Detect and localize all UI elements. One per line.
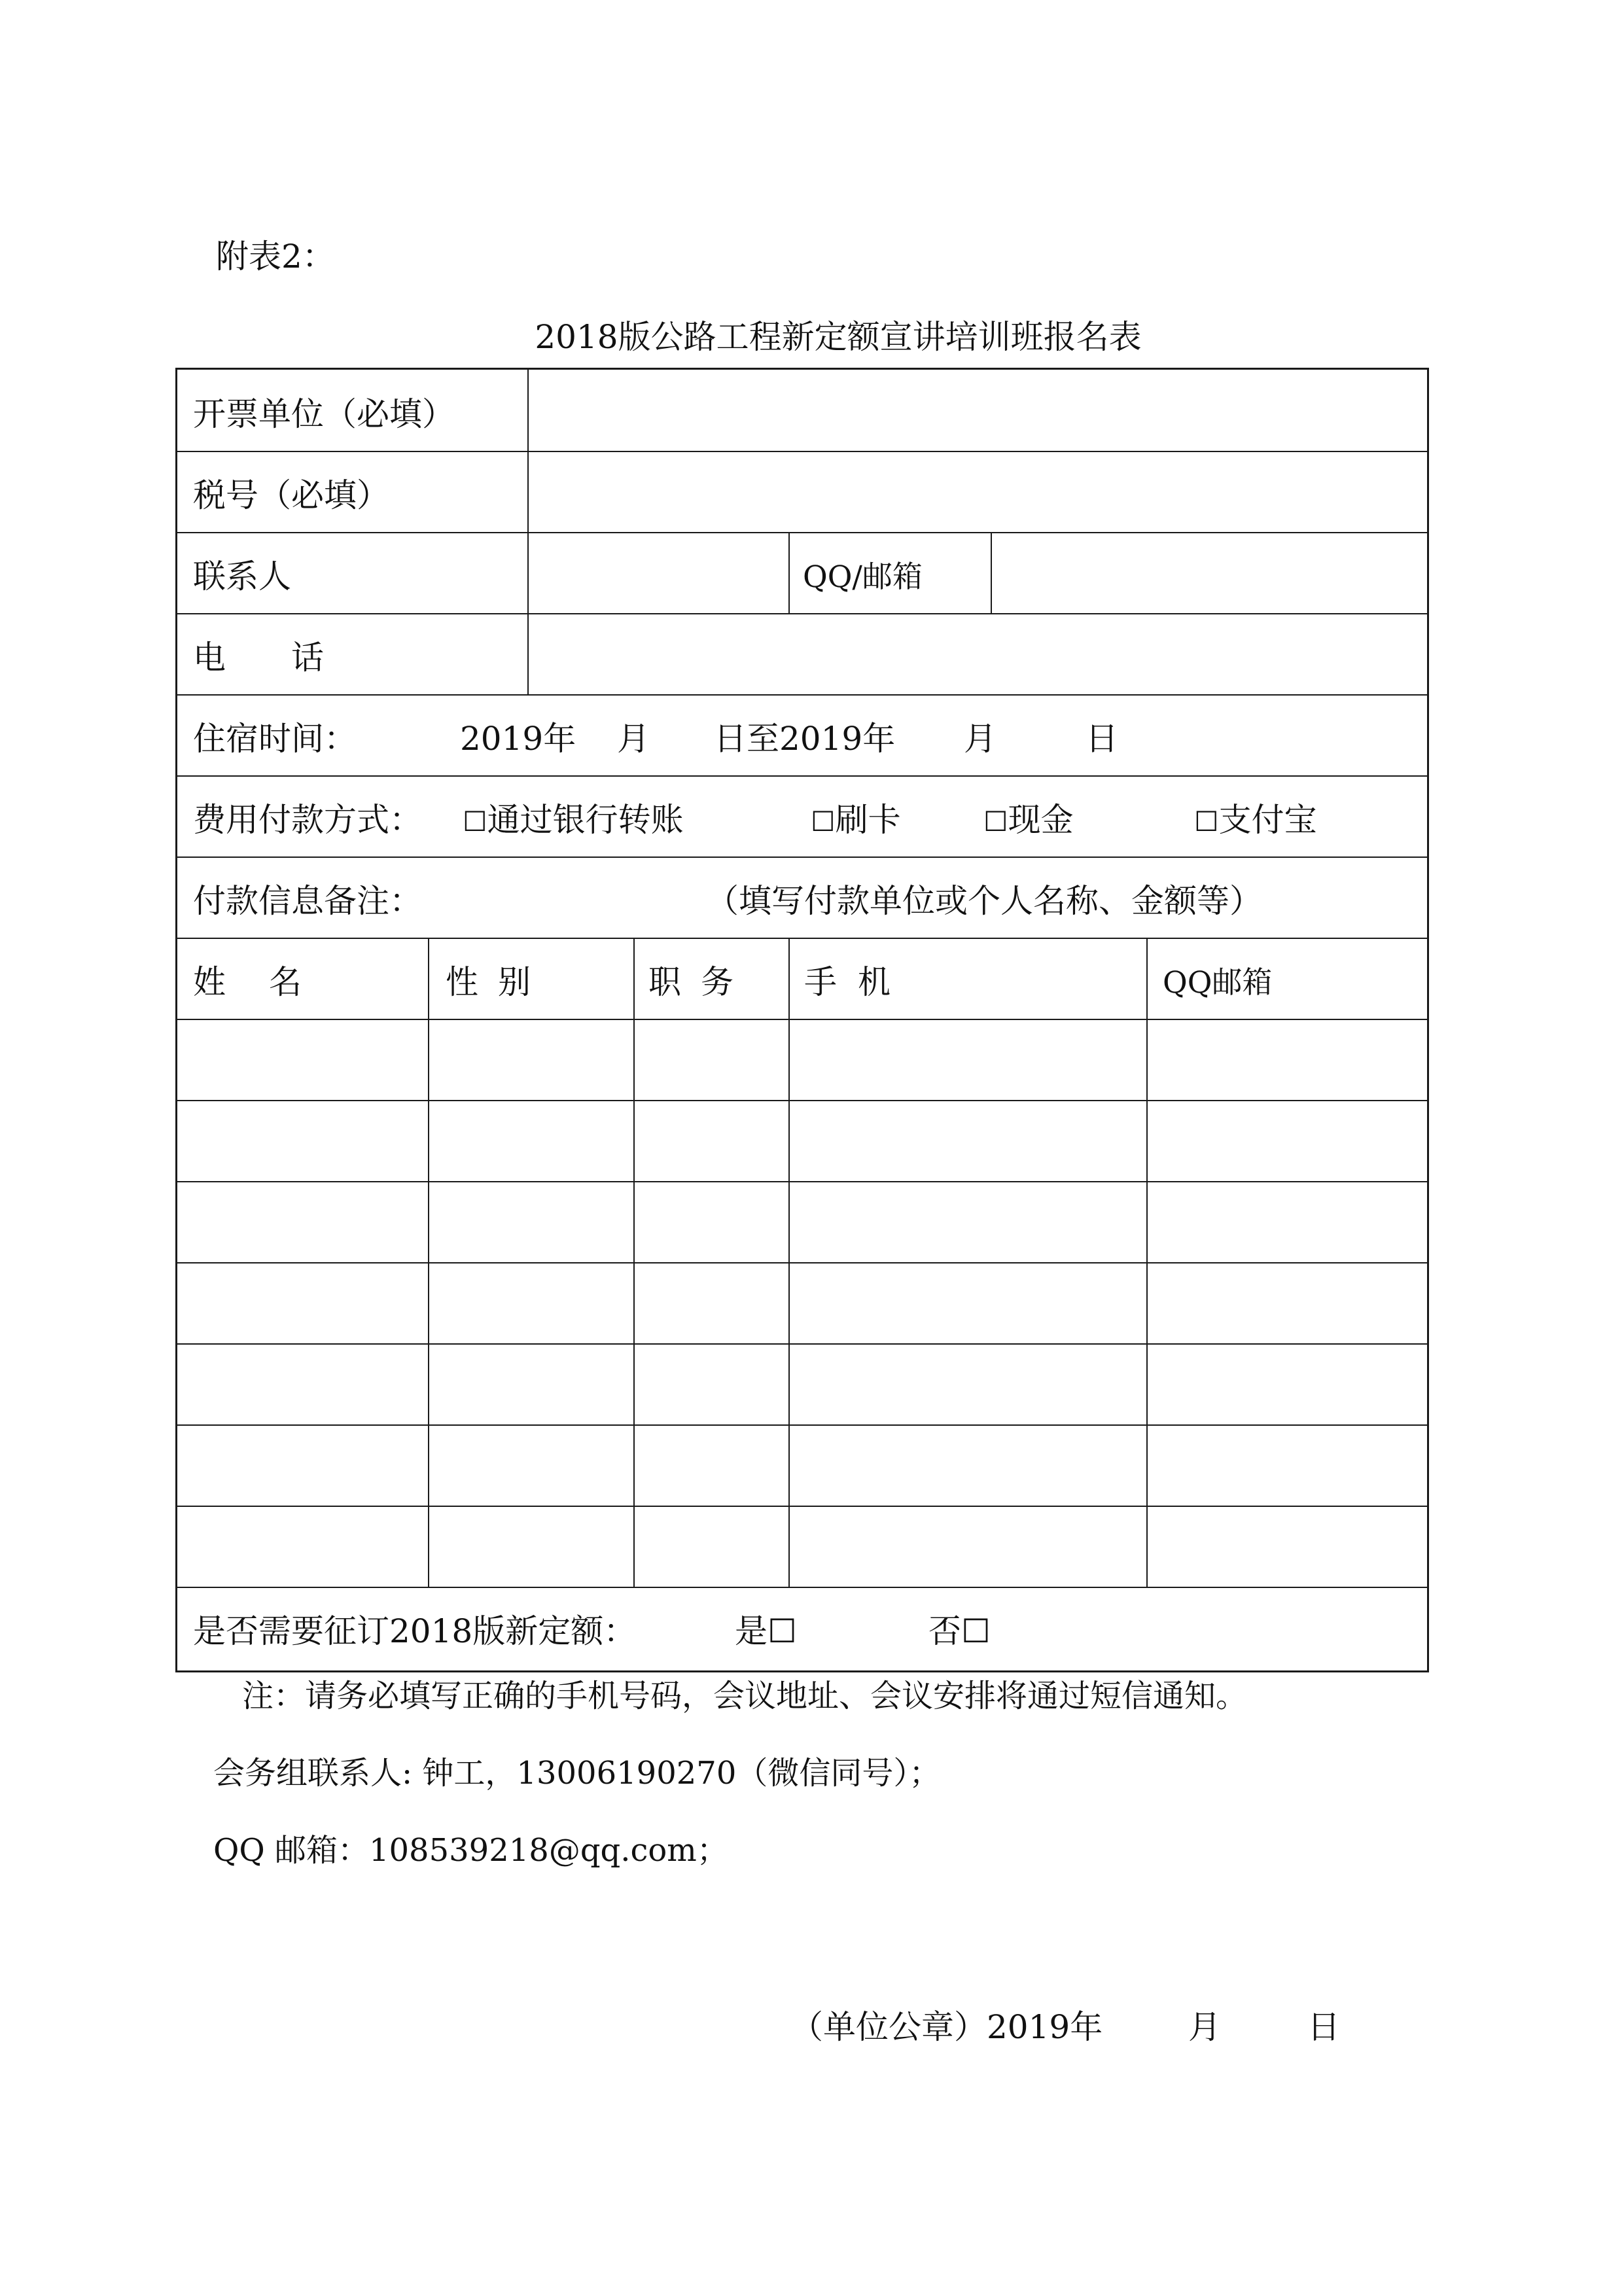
note-contact-person: 会务组联系人: 钟工，13006190270（微信同号）； <box>213 1755 941 1792</box>
contact-label: 联系人 <box>193 557 291 595</box>
attendee-mobile-cell[interactable] <box>790 1263 1146 1343</box>
attendee-qq-email-cell[interactable] <box>1148 1345 1427 1424</box>
header-position-char-2: 务 <box>701 963 733 1001</box>
attendee-mobile-cell[interactable] <box>790 1182 1146 1262</box>
seal-month: 月 <box>1188 2008 1221 2046</box>
attendee-qq-email-cell[interactable] <box>1148 1263 1427 1343</box>
qq-email-label: QQ/邮箱 <box>803 559 923 594</box>
attendee-qq-email-cell[interactable] <box>1148 1182 1427 1262</box>
attendee-qq-email-cell[interactable] <box>1148 1507 1427 1587</box>
checkbox-icon[interactable]: ☐ <box>811 805 836 838</box>
row-divider <box>177 857 1427 858</box>
header-position-char-1: 职 <box>648 963 681 1001</box>
note-phone-reminder: 注：请务必填写正确的手机号码，会议地址、会议安排将通过短信通知。 <box>242 1678 1248 1714</box>
payment-note-label: 付款信息备注： <box>193 882 422 920</box>
payment-option-alipay[interactable] <box>1194 800 1317 841</box>
phone-label-char-2: 话 <box>291 639 324 677</box>
column-divider <box>527 370 529 694</box>
attendee-name-cell[interactable] <box>177 1263 428 1343</box>
tax-id-label: 税号（必填） <box>193 476 389 514</box>
lodging-start-month: 月 <box>617 720 650 758</box>
seal-day: 日 <box>1307 2008 1340 2046</box>
attendee-mobile-cell[interactable] <box>790 1101 1146 1181</box>
attendee-gender-cell[interactable] <box>429 1263 633 1343</box>
lodging-start-year: 2019年 <box>460 720 576 758</box>
note-qq-email: QQ 邮箱：108539218@qq.com； <box>213 1832 728 1869</box>
subscription-yes-option[interactable]: 是☐ <box>735 1612 797 1650</box>
header-name-char-1: 姓 <box>193 963 226 1001</box>
header-mobile-char-1: 手 <box>804 963 837 1001</box>
attendee-name-cell[interactable] <box>177 1101 428 1181</box>
attendee-name-cell[interactable] <box>177 1345 428 1424</box>
checkbox-icon[interactable]: ☐ <box>983 805 1008 838</box>
attendee-qq-email-cell[interactable] <box>1148 1020 1427 1100</box>
attendee-gender-cell[interactable] <box>429 1507 633 1587</box>
payment-method-label: 费用付款方式： <box>193 801 422 839</box>
checkbox-icon[interactable]: ☐ <box>1194 805 1219 838</box>
payment-option-label: 刷卡 <box>835 801 901 839</box>
attachment-label: 附表2： <box>216 238 335 275</box>
attendee-name-cell[interactable] <box>177 1182 428 1262</box>
attendee-mobile-cell[interactable] <box>790 1426 1146 1506</box>
attendee-gender-cell[interactable] <box>429 1345 633 1424</box>
attendee-position-cell[interactable] <box>635 1426 788 1506</box>
payment-option-cash[interactable] <box>983 800 1074 841</box>
attendee-gender-cell[interactable] <box>429 1020 633 1100</box>
attendee-mobile-cell[interactable] <box>790 1345 1146 1424</box>
subscription-no-option[interactable]: 否☐ <box>928 1612 991 1650</box>
attendee-position-cell[interactable] <box>635 1020 788 1100</box>
header-gender-char-1: 性 <box>446 963 478 1001</box>
attendee-name-cell[interactable] <box>177 1020 428 1100</box>
attendee-qq-email-cell[interactable] <box>1148 1101 1427 1181</box>
payment-option-label: 通过银行转账 <box>487 801 684 839</box>
form-title: 2018版公路工程新定额宣讲培训班报名表 <box>535 318 1142 356</box>
lodging-label: 住宿时间： <box>193 720 357 758</box>
attendee-position-cell[interactable] <box>635 1263 788 1343</box>
row-divider <box>177 694 1427 696</box>
payment-note-hint: （填写付款单位或个人名称、金额等） <box>706 882 1262 920</box>
payment-option-card[interactable] <box>811 800 901 841</box>
attendee-gender-cell[interactable] <box>429 1182 633 1262</box>
row-divider <box>177 775 1427 777</box>
tax-id-field[interactable] <box>529 452 1427 532</box>
payment-option-label: 现金 <box>1008 801 1074 839</box>
subscription-label: 是否需要征订2018版新定额： <box>193 1612 637 1650</box>
header-qq-email: QQ邮箱 <box>1163 964 1273 1000</box>
qq-email-field[interactable] <box>993 533 1427 613</box>
attendee-name-cell[interactable] <box>177 1426 428 1506</box>
checkbox-icon[interactable]: ☐ <box>463 805 487 838</box>
invoice-unit-label: 开票单位（必填） <box>193 395 455 433</box>
lodging-end-day: 日 <box>1086 720 1118 758</box>
header-name-char-2: 名 <box>269 963 302 1001</box>
phone-label-char-1: 电 <box>193 639 226 677</box>
seal-date-label: （单位公章）2019年 <box>790 2008 1103 2046</box>
row-divider <box>177 1587 1427 1588</box>
lodging-end-month: 月 <box>964 720 997 758</box>
invoice-unit-field[interactable] <box>529 370 1427 451</box>
attendee-mobile-cell[interactable] <box>790 1507 1146 1587</box>
attendee-gender-cell[interactable] <box>429 1426 633 1506</box>
registration-form-table <box>175 368 1429 1672</box>
phone-field[interactable] <box>529 614 1427 694</box>
lodging-day-to: 日至2019年 <box>714 720 896 758</box>
attendee-position-cell[interactable] <box>635 1182 788 1262</box>
payment-option-bank-transfer[interactable] <box>463 800 684 841</box>
attendee-position-cell[interactable] <box>635 1101 788 1181</box>
header-mobile-char-2: 机 <box>858 963 891 1001</box>
column-divider <box>788 532 790 613</box>
row-divider <box>177 938 1427 939</box>
column-divider <box>991 532 992 613</box>
payment-option-label: 支付宝 <box>1218 801 1317 839</box>
attendee-mobile-cell[interactable] <box>790 1020 1146 1100</box>
attendee-position-cell[interactable] <box>635 1345 788 1424</box>
attendee-position-cell[interactable] <box>635 1507 788 1587</box>
header-gender-char-2: 别 <box>498 963 531 1001</box>
contact-field[interactable] <box>529 533 788 613</box>
attendee-gender-cell[interactable] <box>429 1101 633 1181</box>
attendee-qq-email-cell[interactable] <box>1148 1426 1427 1506</box>
attendee-name-cell[interactable] <box>177 1507 428 1587</box>
